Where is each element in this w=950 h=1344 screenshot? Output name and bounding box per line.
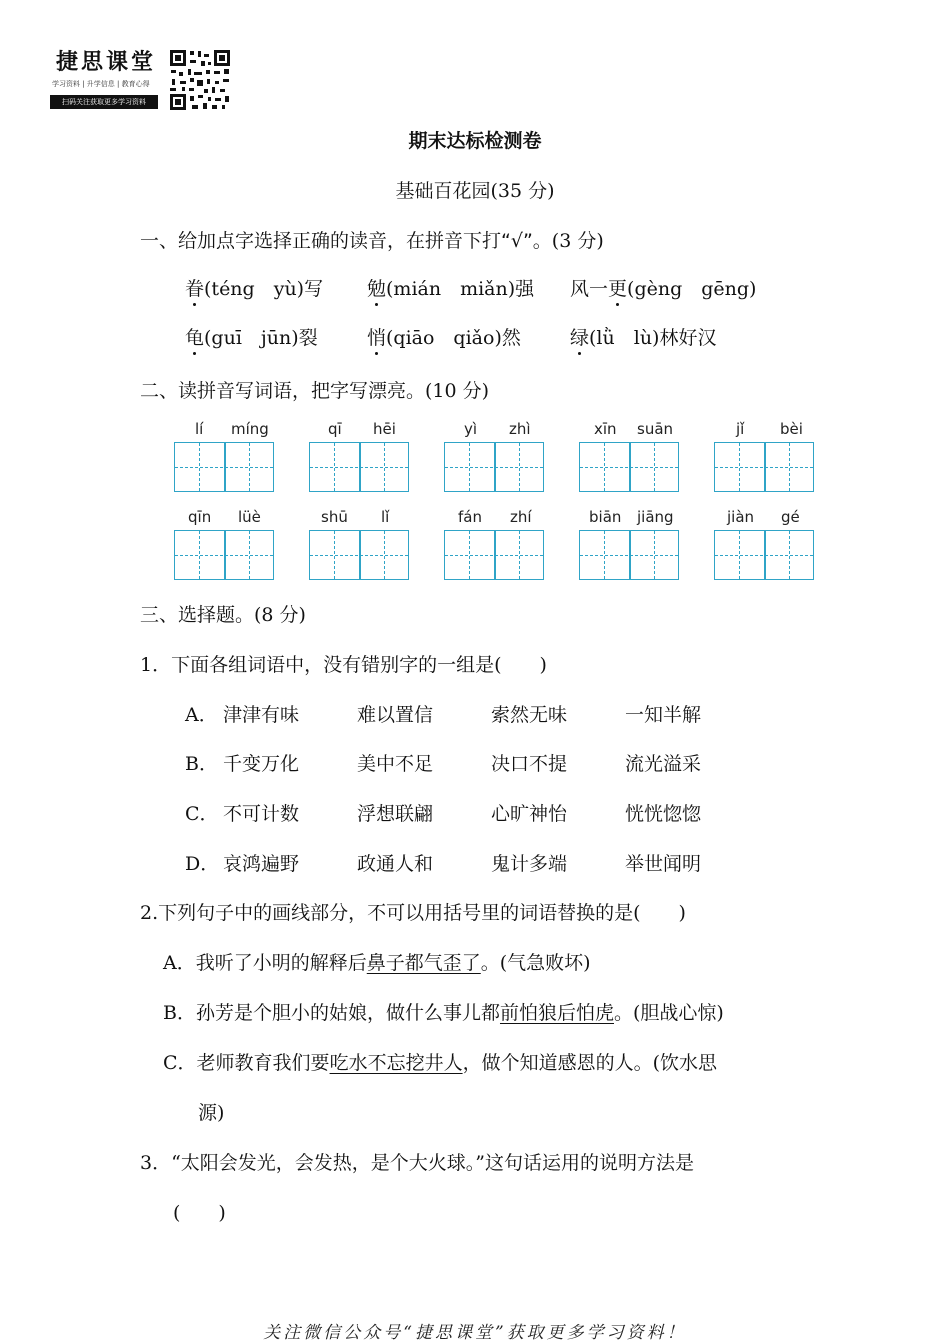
- pinyin-label: qī: [328, 420, 342, 438]
- q3-2-option-cont: 源): [198, 1102, 225, 1124]
- brand-bar: 扫码关注获取更多学习资料: [50, 95, 158, 109]
- q1-item: 风一更(gèng gēng): [570, 278, 757, 300]
- q1-item: 龟(guī jūn)裂: [185, 327, 318, 349]
- option-word: 不可计数: [223, 803, 300, 825]
- q1-points: (3 分): [551, 230, 604, 252]
- dotted-char: 悄: [367, 327, 387, 349]
- section-subtitle: 基础百花园(35 分): [395, 180, 555, 202]
- writing-grid[interactable]: [579, 442, 679, 492]
- option-word: 浮想联翩: [357, 803, 434, 825]
- q3-3-stem: 3．“太阳会发光，会发热，是个大火球。”这句话运用的说明方法是: [140, 1152, 695, 1174]
- pinyin-label: lí: [195, 420, 204, 438]
- q1-item: 眷(téng yù)写: [185, 278, 324, 300]
- qr-code-icon: [168, 48, 232, 112]
- dotted-char: 勉: [367, 278, 387, 300]
- writing-grid[interactable]: [714, 442, 814, 492]
- q1-heading: [140, 226, 604, 253]
- pinyin-label: míng: [231, 420, 269, 438]
- pinyin-label: lüè: [238, 508, 261, 526]
- q2-points: (10 分): [425, 380, 490, 402]
- pinyin-label: biān: [589, 508, 622, 526]
- dotted-char: 龟: [185, 327, 205, 349]
- brand-logo: [50, 45, 160, 113]
- page-title: 期末达标检测卷: [408, 130, 542, 152]
- option-word: 心旷神怡: [491, 803, 568, 825]
- option-word: 流光溢采: [625, 753, 702, 775]
- writing-grid[interactable]: [174, 442, 274, 492]
- pinyin-label: yì: [464, 420, 478, 438]
- q3-heading: [140, 600, 306, 627]
- q1-item: 悄(qiāo qiǎo)然: [367, 327, 521, 349]
- option-word: 恍恍惚惚: [625, 803, 702, 825]
- pinyin-label: zhì: [509, 420, 531, 438]
- pinyin-label: jǐ: [736, 420, 745, 438]
- underlined-phrase: 鼻子都气歪了: [366, 952, 481, 974]
- pinyin-label: gé: [781, 508, 800, 526]
- writing-grid[interactable]: [579, 530, 679, 580]
- option-word: 美中不足: [357, 753, 434, 775]
- dotted-char: 眷: [185, 278, 205, 300]
- brand-name: 捷思课堂: [56, 49, 157, 75]
- answer-blank[interactable]: ( ): [173, 1202, 226, 1224]
- option-word: 千变万化: [223, 753, 300, 775]
- pinyin-label: bèi: [780, 420, 803, 438]
- q2-heading: [140, 376, 489, 403]
- dotted-char: 绿: [570, 327, 590, 349]
- option-word: 鬼计多端: [491, 853, 568, 875]
- pinyin-label: xīn: [594, 420, 617, 438]
- option-word: 政通人和: [357, 853, 434, 875]
- option-word: 决口不提: [491, 753, 568, 775]
- writing-grid[interactable]: [309, 442, 409, 492]
- q3-1-stem: 1．下面各组词语中，没有错别字的一组是( ): [140, 654, 547, 676]
- pinyin-label: jiàn: [727, 508, 755, 526]
- option-label: A．: [185, 704, 218, 726]
- pinyin-label: zhí: [510, 508, 532, 526]
- option-label: D．: [185, 853, 220, 875]
- q3-points: (8 分): [254, 604, 306, 626]
- pinyin-label: shū: [321, 508, 348, 526]
- q1-item: 绿(lǜ lù)林好汉: [570, 327, 717, 349]
- q2-heading-text: 二、读拼音写词语，把字写漂亮。: [140, 380, 426, 402]
- writing-grid[interactable]: [444, 442, 544, 492]
- dotted-char: 更: [608, 278, 628, 300]
- option-label: C．: [185, 803, 219, 825]
- option-word: 哀鸿遍野: [223, 853, 300, 875]
- q1-item: 勉(mián miǎn)强: [367, 278, 535, 300]
- pinyin-label: hēi: [373, 420, 396, 438]
- option-label: B．: [185, 753, 218, 775]
- q3-2-option: C．老师教育我们要吃水不忘挖井人，做个知道感恩的人。(饮水思: [163, 1052, 717, 1074]
- q1-heading-text: 一、给加点字选择正确的读音，在拼音下打“√”。: [140, 230, 552, 252]
- brand-tags: 学习资料 | 升学信息 | 教育心得: [52, 80, 150, 88]
- q3-heading-text: 三、选择题。: [140, 604, 255, 626]
- q3-2-option: A．我听了小明的解释后鼻子都气歪了。(气急败坏): [163, 952, 591, 974]
- option-word: 津津有味: [223, 704, 300, 726]
- pinyin-label: suān: [637, 420, 674, 438]
- pinyin-label: qīn: [188, 508, 212, 526]
- pinyin-label: lǐ: [381, 508, 390, 526]
- writing-grid[interactable]: [174, 530, 274, 580]
- writing-grid[interactable]: [714, 530, 814, 580]
- underlined-phrase: 前怕狼后怕虎: [499, 1002, 614, 1024]
- footer-note: 关注微信公众号“捷思课堂”获取更多学习资料！: [263, 1323, 687, 1343]
- writing-grid[interactable]: [309, 530, 409, 580]
- underlined-phrase: 吃水不忘挖井人: [329, 1052, 463, 1074]
- option-word: 一知半解: [625, 704, 702, 726]
- pinyin-label: fán: [458, 508, 482, 526]
- option-word: 索然无味: [491, 704, 568, 726]
- q3-2-stem: 2.下列句子中的画线部分，不可以用括号里的词语替换的是( ): [140, 902, 686, 924]
- q3-2-option: B．孙芳是个胆小的姑娘，做什么事儿都前怕狼后怕虎。(胆战心惊): [163, 1002, 724, 1024]
- option-word: 难以置信: [357, 704, 434, 726]
- option-word: 举世闻明: [625, 853, 702, 875]
- writing-grid[interactable]: [444, 530, 544, 580]
- pinyin-label: jiāng: [637, 508, 674, 526]
